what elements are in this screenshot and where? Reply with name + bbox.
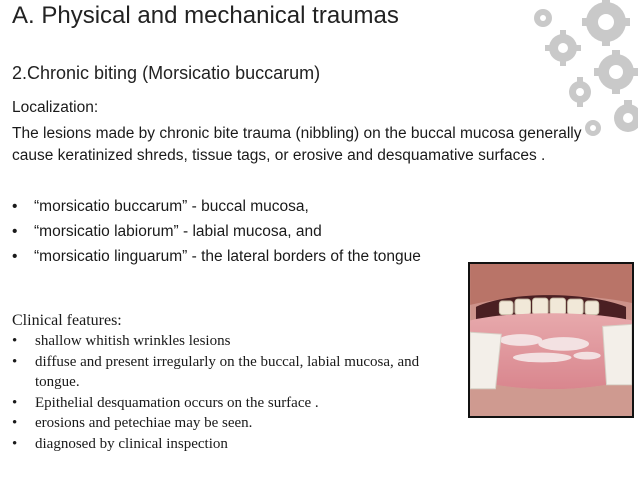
bullet-icon: • [12, 248, 18, 265]
list-item: • “morsicatio linguarum” - the lateral borders of the tongue [12, 244, 512, 269]
forms-list [12, 194, 512, 269]
bullet-icon: • [12, 435, 18, 452]
clinical-features-list [12, 331, 462, 454]
localization-label: Localization: [12, 99, 99, 116]
bullet-icon: • [12, 353, 18, 370]
slide-title: A. Physical and mechanical traumas [12, 2, 399, 29]
bullet-icon: • [12, 415, 18, 431]
slide-subtitle: 2.Chronic biting (Morsicatio buccarum) [12, 63, 321, 83]
list-item: • erosions and petechiae may be seen. [12, 413, 462, 434]
gears-decoration-icon [488, 0, 638, 140]
mouth-photo-illustration [470, 264, 632, 416]
bullet-icon: • [12, 198, 18, 215]
description-paragraph: The lesions made by chronic bite trauma (nibbling) on the buccal mucosa generally cause keratinized shreds, tissue tags, or erosive and desquamative surfaces . [12, 125, 582, 164]
list-item: • shallow whitish wrinkles lesions [12, 331, 462, 352]
bullet-icon: • [12, 333, 18, 349]
clinical-features-label: Clinical features: [12, 312, 122, 329]
list-item: • diagnosed by clinical inspection [12, 434, 462, 455]
bullet-icon: • [12, 394, 18, 411]
bullet-icon: • [12, 223, 18, 240]
clinical-photo [468, 262, 634, 418]
list-item: • Epithelial desquamation occurs on the surface . [12, 393, 462, 414]
list-item: • “morsicatio buccarum” - buccal mucosa, [12, 194, 512, 219]
list-item: • “morsicatio labiorum” - labial mucosa, and [12, 219, 512, 244]
list-item: • diffuse and present irregularly on the buccal, labial mucosa, and tongue. [12, 353, 420, 390]
